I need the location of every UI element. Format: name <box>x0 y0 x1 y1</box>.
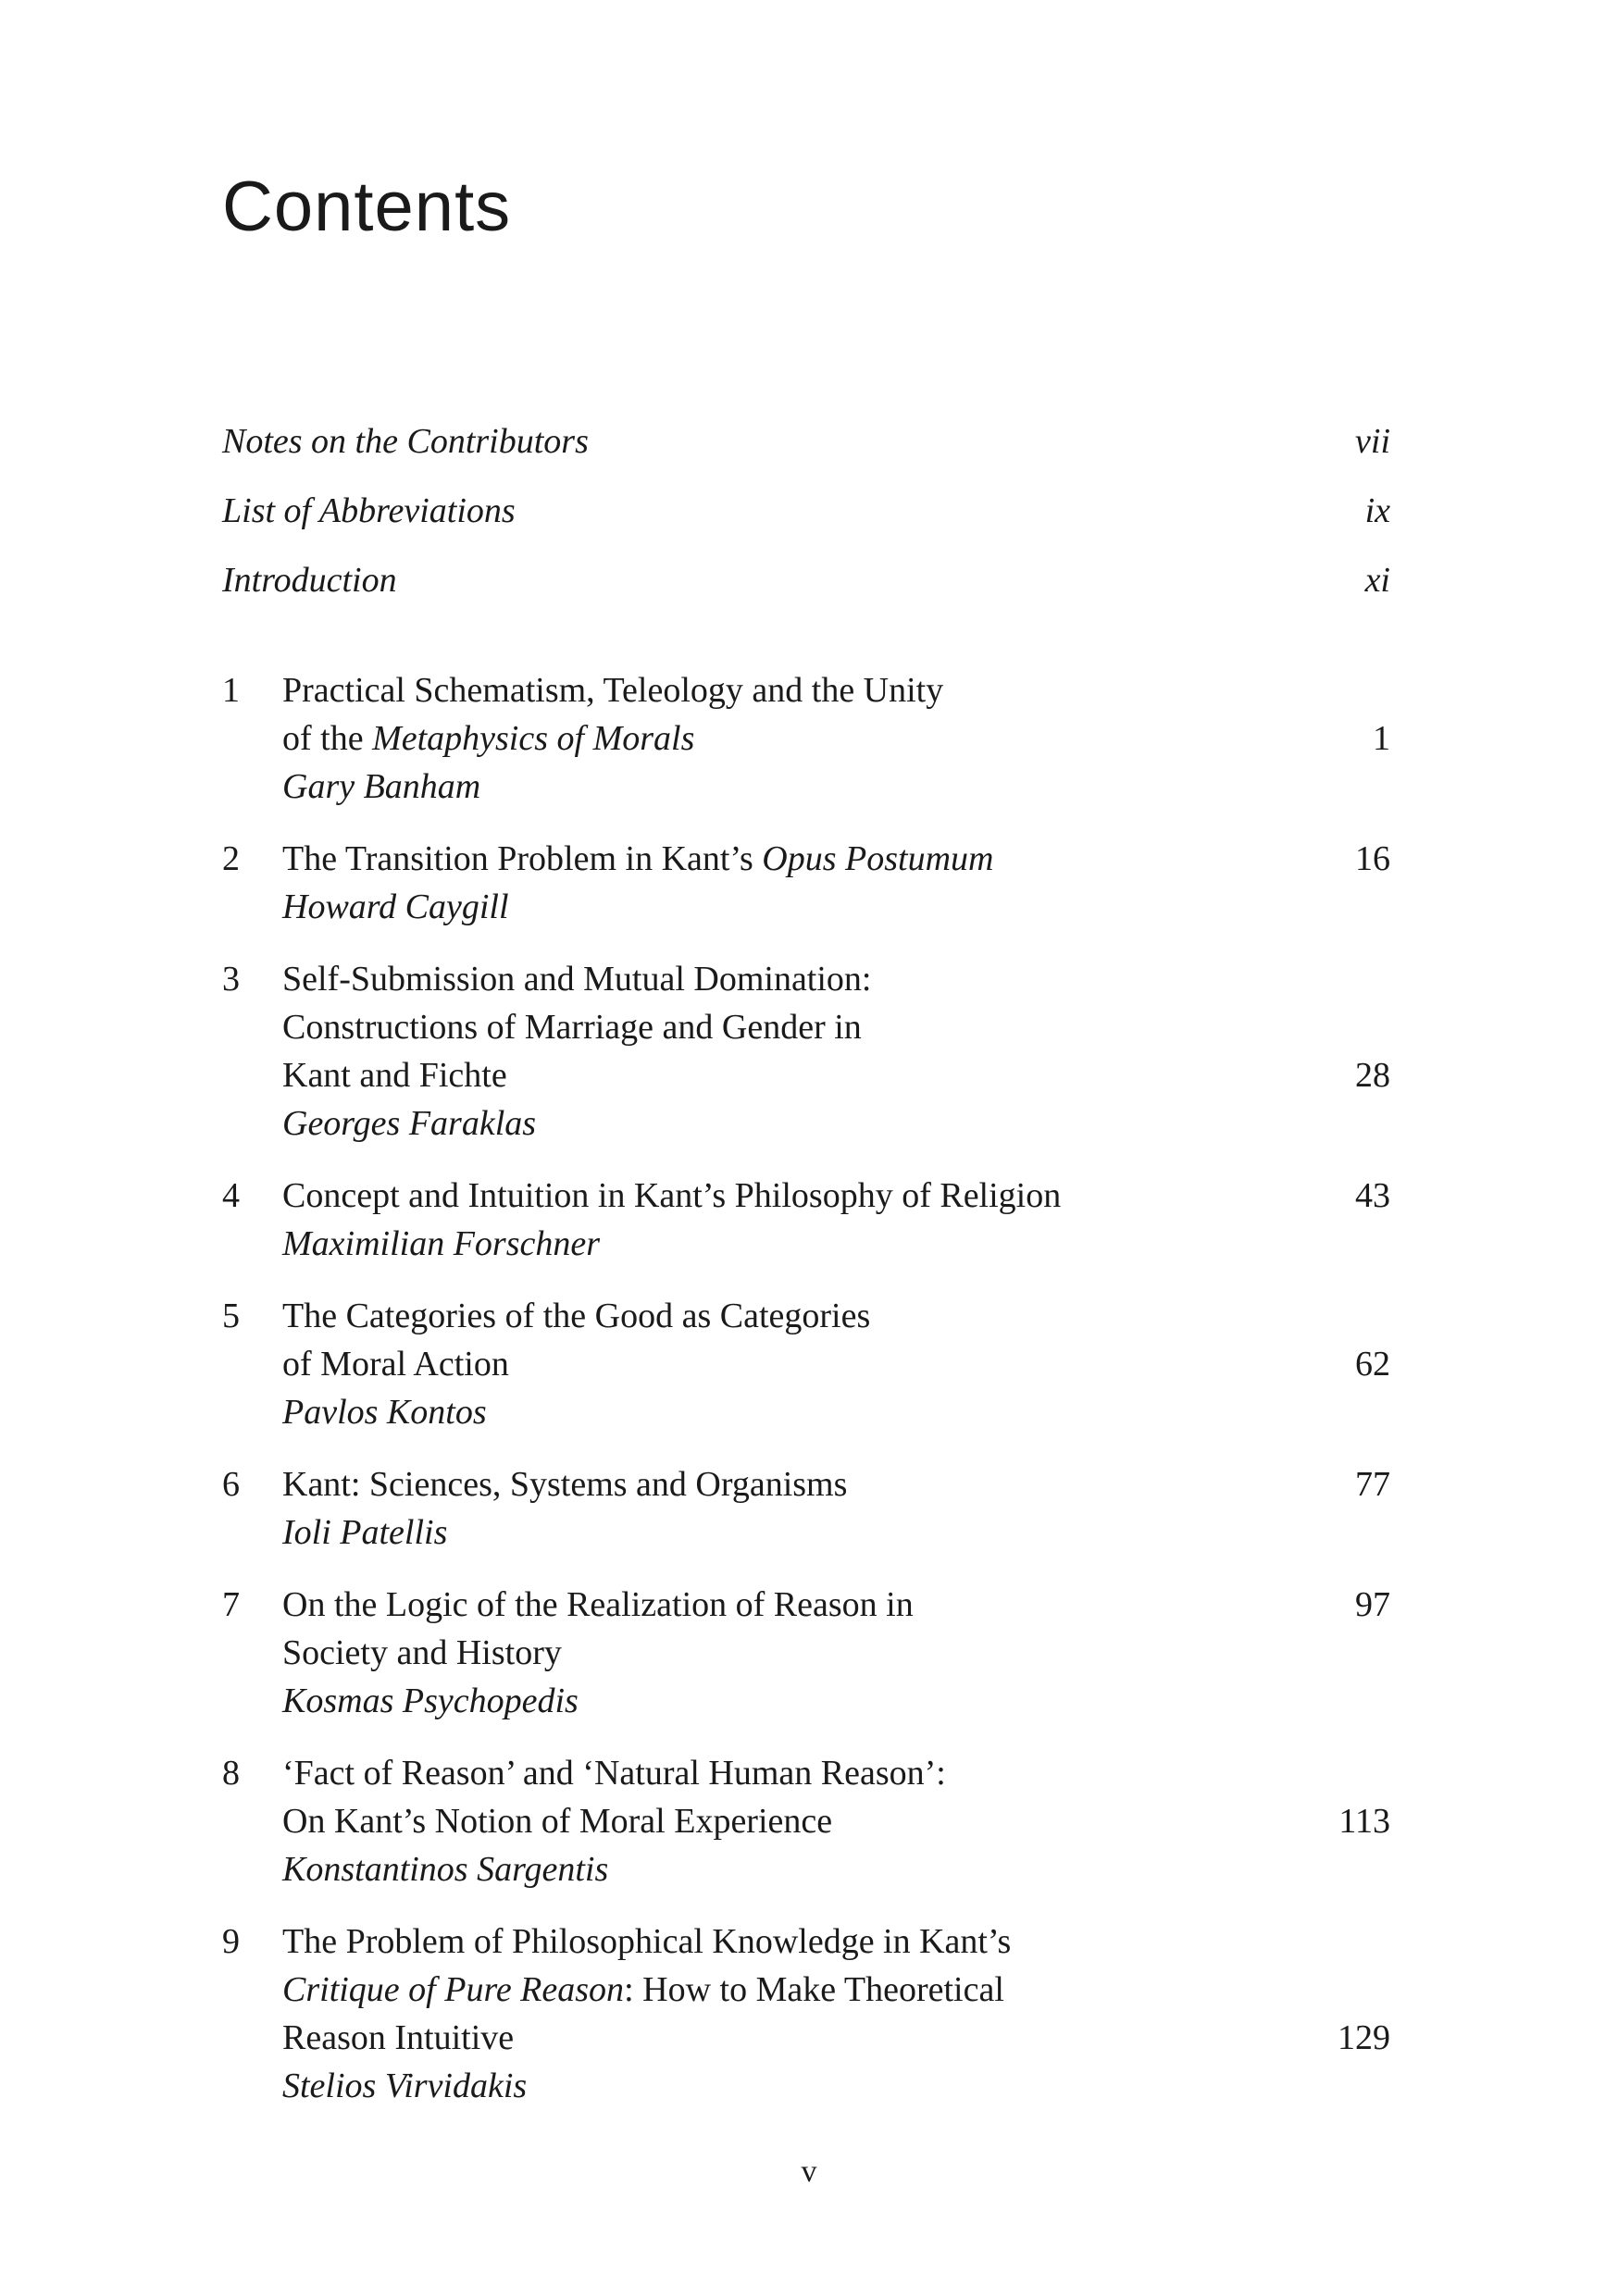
title-text: Concept and Intuition in Kant’s Philosophy of Religion <box>282 1176 1062 1215</box>
entry-label: List of Abbreviations <box>222 491 516 530</box>
chapter-author: Maximilian Forschner <box>282 1224 601 1263</box>
title-text: of the <box>282 719 373 758</box>
title-text: Kant: Sciences, Systems and Organisms <box>282 1465 848 1504</box>
title-line <box>282 1051 1279 1099</box>
chapter-page: 28 <box>1355 1056 1390 1095</box>
chapter-entry[interactable] <box>222 666 1390 811</box>
chapter-entry[interactable] <box>222 1749 1390 1893</box>
title-line <box>282 1003 1279 1051</box>
front-matter-entry[interactable] <box>222 477 1390 546</box>
chapter-author: Stelios Virvidakis <box>282 2066 528 2105</box>
title-text: The Transition Problem in Kant’s <box>282 839 763 878</box>
chapter-page: 129 <box>1338 2018 1390 2057</box>
title-text: Reason Intuitive <box>282 2018 515 2057</box>
page-title: Contents <box>222 168 512 246</box>
chapter-number: 1 <box>222 671 240 710</box>
title-line <box>282 1292 1279 1340</box>
chapter-title <box>282 1749 1279 1893</box>
chapter-page: 43 <box>1355 1176 1390 1215</box>
chapter-entry[interactable] <box>222 955 1390 1148</box>
chapter-number: 3 <box>222 960 240 999</box>
entry-page: vii <box>1355 422 1390 461</box>
chapter-entry[interactable] <box>222 1460 1390 1557</box>
title-text: Society and History <box>282 1633 562 1672</box>
title-line <box>282 1460 1279 1508</box>
title-text: of Moral Action <box>282 1345 509 1384</box>
title-line <box>282 714 1279 763</box>
chapter-author: Kosmas Psychopedis <box>282 1682 579 1720</box>
chapter-entry[interactable] <box>222 1581 1390 1725</box>
title-line <box>282 1172 1279 1220</box>
chapter-number: 9 <box>222 1922 240 1961</box>
chapter-author: Pavlos Kontos <box>282 1393 487 1432</box>
chapter-author: Ioli Patellis <box>282 1513 448 1552</box>
page-number: v <box>801 2154 817 2189</box>
title-line <box>282 666 1279 714</box>
title-line <box>282 1966 1279 2014</box>
title-text: Self-Submission and Mutual Domination: <box>282 960 872 999</box>
chapter-list <box>222 666 1390 2134</box>
chapter-author: Konstantinos Sargentis <box>282 1850 609 1889</box>
chapter-page: 113 <box>1338 1802 1390 1841</box>
entry-label: Introduction <box>222 561 397 600</box>
chapter-number: 2 <box>222 839 240 878</box>
entry-page: xi <box>1364 561 1390 600</box>
title-text: Constructions of Marriage and Gender in <box>282 1008 862 1047</box>
chapter-number: 7 <box>222 1585 240 1624</box>
chapter-author: Howard Caygill <box>282 887 509 926</box>
chapter-title <box>282 955 1279 1148</box>
entry-label: Notes on the Contributors <box>222 422 589 461</box>
work-title: Opus Postumum <box>762 839 994 878</box>
title-line <box>282 1629 1279 1677</box>
title-text: : How to Make Theoretical <box>624 1970 1004 2009</box>
chapter-page: 97 <box>1355 1585 1390 1624</box>
chapter-entry[interactable] <box>222 1292 1390 1436</box>
chapter-title <box>282 1292 1279 1436</box>
title-line <box>282 835 1279 883</box>
title-text: Practical Schematism, Teleology and the Unity <box>282 671 944 710</box>
chapter-title <box>282 666 1279 811</box>
front-matter-entry[interactable] <box>222 407 1390 477</box>
chapter-entry[interactable] <box>222 835 1390 931</box>
chapter-entry[interactable] <box>222 1917 1390 2110</box>
title-line <box>282 1340 1279 1388</box>
chapter-title <box>282 1581 1279 1725</box>
title-line <box>282 1581 1279 1629</box>
title-text: On the Logic of the Realization of Reason in <box>282 1585 914 1624</box>
chapter-entry[interactable] <box>222 1172 1390 1268</box>
entry-page: ix <box>1364 491 1390 530</box>
chapter-title <box>282 1172 1279 1268</box>
chapter-page: 1 <box>1373 719 1390 758</box>
title-text: Kant and Fichte <box>282 1056 507 1095</box>
work-title: Critique of Pure Reason <box>282 1970 625 2009</box>
title-line <box>282 1797 1279 1845</box>
title-line <box>282 1917 1279 1966</box>
chapter-author: Georges Faraklas <box>282 1104 537 1143</box>
title-text: The Problem of Philosophical Knowledge in Kant’s <box>282 1922 1012 1961</box>
chapter-number: 6 <box>222 1465 240 1504</box>
front-matter-entry[interactable] <box>222 546 1390 615</box>
title-text: The Categories of the Good as Categories <box>282 1297 871 1335</box>
chapter-title <box>282 1917 1279 2110</box>
chapter-title <box>282 835 1279 931</box>
title-line <box>282 955 1279 1003</box>
chapter-title <box>282 1460 1279 1557</box>
chapter-number: 5 <box>222 1297 240 1335</box>
title-text: On Kant’s Notion of Moral Experience <box>282 1802 833 1841</box>
title-text: ‘Fact of Reason’ and ‘Natural Human Reason’: <box>282 1754 946 1793</box>
chapter-number: 8 <box>222 1754 240 1793</box>
title-line <box>282 2014 1279 2062</box>
chapter-number: 4 <box>222 1176 240 1215</box>
front-matter-list <box>222 407 1390 615</box>
chapter-page: 77 <box>1355 1465 1390 1504</box>
chapter-page: 62 <box>1355 1345 1390 1384</box>
chapter-author: Gary Banham <box>282 767 481 806</box>
chapter-page: 16 <box>1355 839 1390 878</box>
work-title: Metaphysics of Morals <box>372 719 695 758</box>
title-line <box>282 1749 1279 1797</box>
